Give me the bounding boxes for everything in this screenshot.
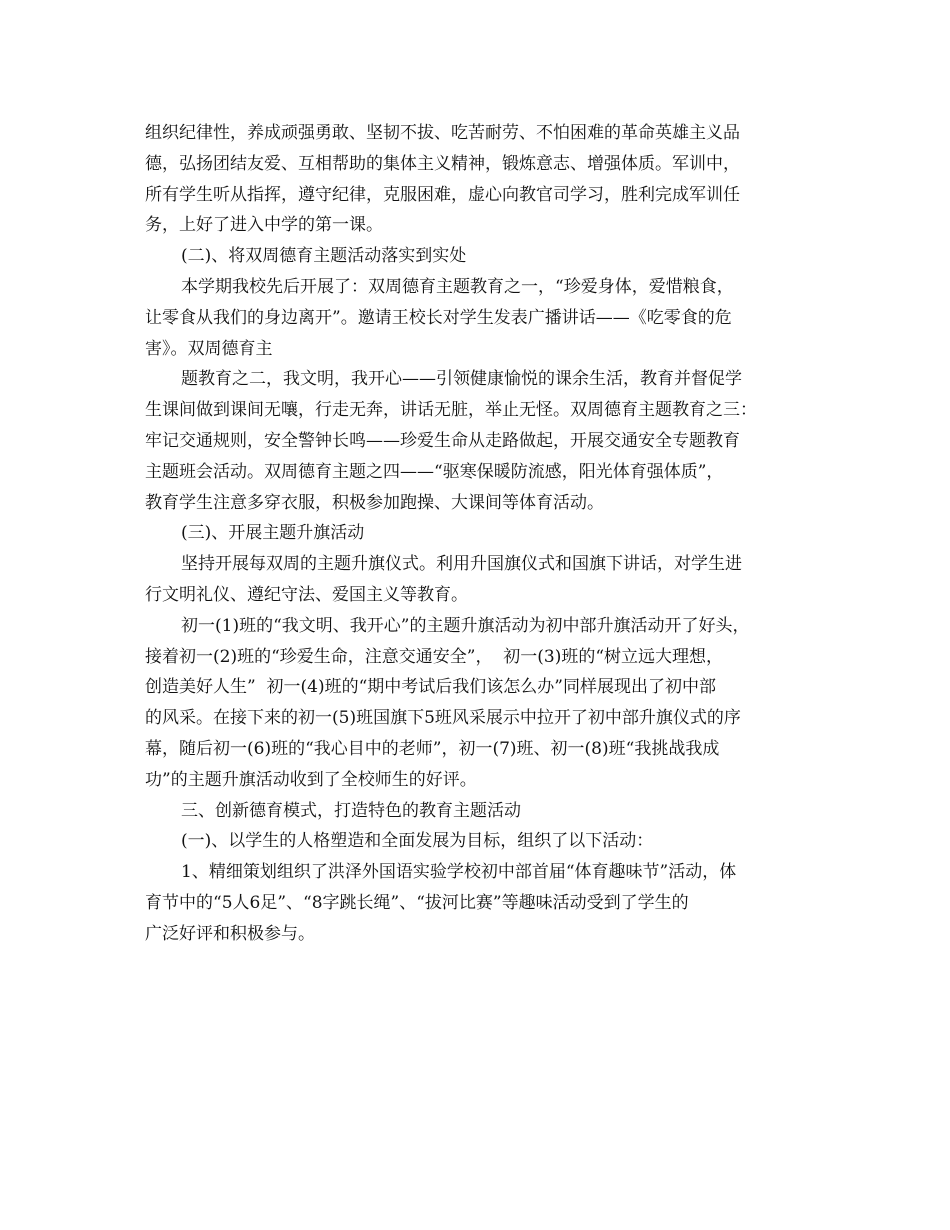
text-line: 德，弘扬团结友爱、互相帮助的集体主义精神，锻炼意志、增强体质。军训中，	[145, 153, 740, 174]
text-line: 组织纪律性，养成顽强勇敢、坚韧不拔、吃苦耐劳、不怕困难的革命英雄主义品	[145, 123, 740, 143]
paragraph-start: 本学期我校先后开展了：双周德育主题教育之一，“珍爱身体，爱惜粮食，	[181, 276, 734, 297]
text-line: 行文明礼仪、遵纪守法、爱国主义等教育。	[145, 584, 468, 605]
text-line: 广泛好评和积极参与。	[145, 923, 315, 944]
paragraph-start: 坚持开展每双周的主题升旗仪式。利用升国旗仪式和国旗下讲话，对学生进	[181, 554, 742, 575]
section-heading: (一)、以学生的人格塑造和全面发展为目标，组织了以下活动：	[181, 831, 654, 852]
paragraph-start: 初一(1)班的“我文明、我开心”的主题升旗活动为初中部升旗活动开了好头，	[181, 615, 750, 636]
section-heading: (三)、开展主题升旗活动	[181, 523, 365, 544]
paragraph-start: 1、精细策划组织了洪泽外国语实验学校初中部首届“体育趣味节”活动，体	[181, 862, 737, 883]
text-line: 幕，随后初一(6)班的“我心目中的老师”，初一(7)班、初一(8)班“我挑战我成	[145, 738, 720, 759]
text-line: 创造美好人生” 初一(4)班的“期中考试后我们该怎么办”同样展现出了初中部	[145, 677, 716, 698]
text-line: 主题班会活动。双周德育主题之四——“驱寒保暖防流感，阳光体育强体质”，	[145, 461, 724, 482]
text-line: 教育学生注意多穿衣服，积极参加跑操、大课间等体育活动。	[145, 492, 604, 513]
text-line: 的风采。在接下来的初一(5)班国旗下5班风采展示中拉开了初中部升旗仪式的序	[145, 708, 741, 729]
text-line: 功”的主题升旗活动收到了全校师生的好评。	[145, 769, 477, 790]
text-line: 生课间做到课间无嚷，行走无奔，讲话无脏，举止无怪。双周德育主题教育之三：	[145, 400, 757, 421]
text-line: 让零食从我们的身边离开”。邀请王校长对学生发表广播讲话——《吃零食的危	[145, 307, 732, 328]
text-line: 务，上好了进入中学的第一课。	[145, 215, 383, 236]
text-line: 育节中的“5人6足”、“8字跳长绳”、“拔河比赛”等趣味活动受到了学生的	[145, 892, 689, 913]
section-heading: (二)、将双周德育主题活动落实到实处	[181, 246, 467, 267]
text-line: 接着初一(2)班的“珍爱生命，注意交通安全”， 初一(3)班的“树立远大理想，	[145, 646, 724, 667]
text-line: 牢记交通规则，安全警钟长鸣——珍爱生命从走路做起，开展交通安全专题教育	[145, 430, 740, 451]
paragraph-start: 题教育之二，我文明，我开心——引领健康愉悦的课余生活，教育并督促学	[181, 369, 742, 390]
document-body	[145, 118, 825, 950]
section-heading: 三、创新德育模式，打造特色的教育主题活动	[181, 800, 521, 821]
text-line: 害》。双周德育主	[145, 338, 273, 359]
text-line: 所有学生听从指挥，遵守纪律，克服困难，虚心向教官司学习，胜利完成军训任	[145, 184, 740, 205]
